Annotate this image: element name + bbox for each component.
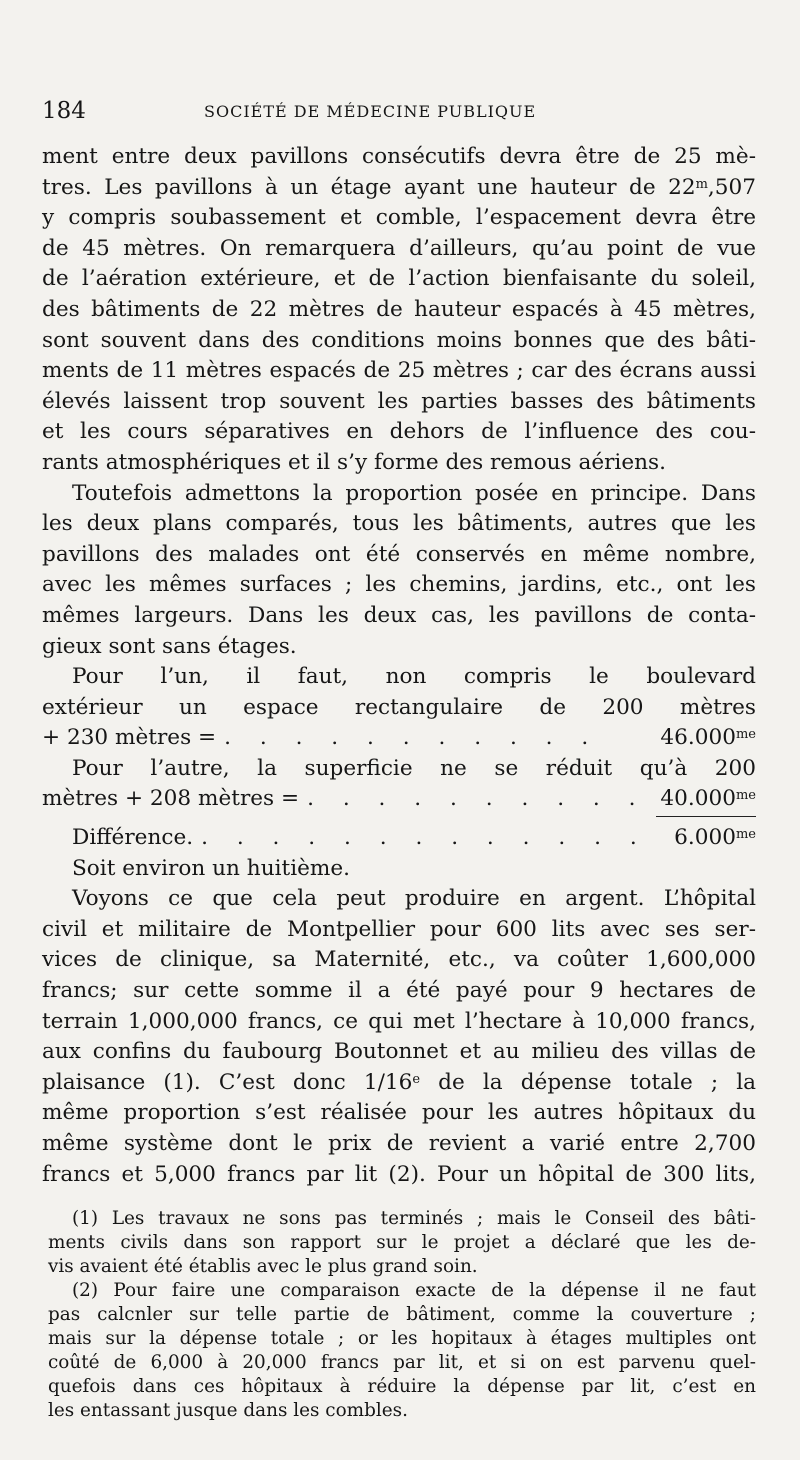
leader-dots: . . . . . . . . . . . (224, 725, 600, 751)
running-title: SOCIÉTÉ DE MÉDECINE PUBLIQUE (204, 102, 537, 121)
leader-dots: . . . . . . . . . . (307, 786, 647, 812)
calc-label: mètres + 208 mètres = (42, 786, 300, 812)
footnote-line: (1) Les travaux ne sons pas terminés ; mais le Conseil des bâti- (72, 1208, 756, 1229)
footnote-line: ments civils dans son rapport sur le projet a déclaré que les de- (48, 1232, 756, 1253)
text-line: vices de clinique, sa Maternité, etc., va coûter 1,600,000 (42, 947, 756, 973)
text-line: Toutefois admettons la proportion posée en principe. Dans (72, 480, 756, 506)
text-line: civil et militaire de Montpellier pour 600 lits avec ses ser- (42, 916, 756, 942)
text-line: Voyons ce que cela peut produire en argent. L’hôpital (72, 886, 756, 912)
calc-value: $6.000^{me}$ (674, 825, 756, 851)
calc-label: Différence. (72, 825, 194, 851)
sum-rule-row (42, 815, 756, 823)
footnote-line: quefois dans ces hôpitaux à réduire la dépense par lit, c’est en (48, 1376, 756, 1397)
text-line: extérieur un espace rectangulaire de 200 mètres (42, 694, 756, 720)
text-line: y compris soubassement et comble, l’espacement devra être (42, 205, 756, 231)
footnote-line: vis avaient été établis avec le plus grand soin. (48, 1256, 478, 1277)
text-line: sont souvent dans des conditions moins bonnes que des bâti- (42, 327, 756, 353)
text-line: de 45 mètres. On remarquera d’ailleurs, qu’au point de vue (42, 235, 756, 261)
footnote-line: coûté de 6,000 à 20,000 francs par lit, et si on est parvenu quel- (48, 1352, 756, 1373)
calc-label: + 230 mètres = (42, 725, 217, 751)
text-line: rants atmosphériques et il s’y forme des remous aériens. (42, 449, 666, 475)
text-line: avec les mêmes surfaces ; les chemins, jardins, etc., ont les (42, 572, 756, 598)
text-line: et les cours séparatives en dehors de l’influence des cou- (42, 419, 756, 445)
page-number: 184 (42, 98, 86, 124)
sum-rule (656, 816, 756, 817)
footnotes (48, 1207, 756, 1423)
text-line: pavillons des malades ont été conservés en même nombre, (42, 541, 756, 567)
calc-difference-row (42, 823, 756, 854)
text-line: mêmes largeurs. Dans les deux cas, les pavillons de conta- (42, 602, 756, 628)
text-line: terrain 1,000,000 francs, ce qui met l’hectare à 10,000 francs, (42, 1008, 756, 1034)
calc-value: $40.000^{me}$ (660, 786, 756, 812)
leader-dots: . . . . . . . . . . . . . (201, 825, 648, 851)
footnote-line: mais sur la dépense totale ; or les hopitaux à étages multiples ont (48, 1328, 756, 1349)
text-line: tres. Les pavillons à un étage ayant une hauteur de 22$^m$,507 (42, 174, 756, 200)
footnote-line: pas calcnler sur telle partie de bâtiment, comme la couverture ; (48, 1304, 756, 1325)
text-line: francs et 5,000 francs par lit (2). Pour un hôpital de 300 lits, (42, 1161, 756, 1187)
calc-row-1 (42, 723, 756, 754)
footnote-line: les entassant jusque dans les combles. (48, 1400, 408, 1421)
text-line: même proportion s’est réalisée pour les autres hôpitaux du (42, 1100, 756, 1126)
text-line: même système dont le prix de revient a varié entre 2,700 (42, 1131, 756, 1156)
text-line: élevés laissent trop souvent les parties basses des bâtiments (42, 388, 756, 414)
text-line: plaisance (1). C’est donc 1/16e de la dépense totale ; la (42, 1069, 756, 1095)
text-line: francs; sur cette somme il a été payé pour 9 hectares de (42, 978, 756, 1004)
text-line: gieux sont sans étages. (42, 633, 297, 659)
text-line: Pour l’autre, la superficie ne se réduit qu’à 200 (72, 755, 756, 781)
calc-value: $46.000^{me}$ (660, 725, 756, 751)
text-line: Soit environ un huitième. (72, 855, 351, 881)
text-line: les deux plans comparés, tous les bâtiments, autres que les (42, 511, 756, 537)
text-line: aux confins du faubourg Boutonnet et au milieu des villas de (42, 1039, 756, 1065)
page-header (42, 98, 752, 130)
text-line: ment entre deux pavillons consécutifs devra être de 25 mè- (42, 144, 756, 169)
text-line: ments de 11 mètres espacés de 25 mètres ; car des écrans aussi (42, 358, 756, 384)
calc-row-2 (42, 784, 756, 815)
text-line: de l’aération extérieure, et de l’action bienfaisante du soleil, (42, 266, 756, 292)
text-line: des bâtiments de 22 mètres de hauteur espacés à 45 mètres, (42, 296, 756, 322)
footnote-line: (2) Pour faire une comparaison exacte de la dépense il ne faut (72, 1280, 756, 1301)
main-text (42, 142, 756, 1190)
text-line: Pour l’un, il faut, non compris le boulevard (72, 664, 756, 690)
